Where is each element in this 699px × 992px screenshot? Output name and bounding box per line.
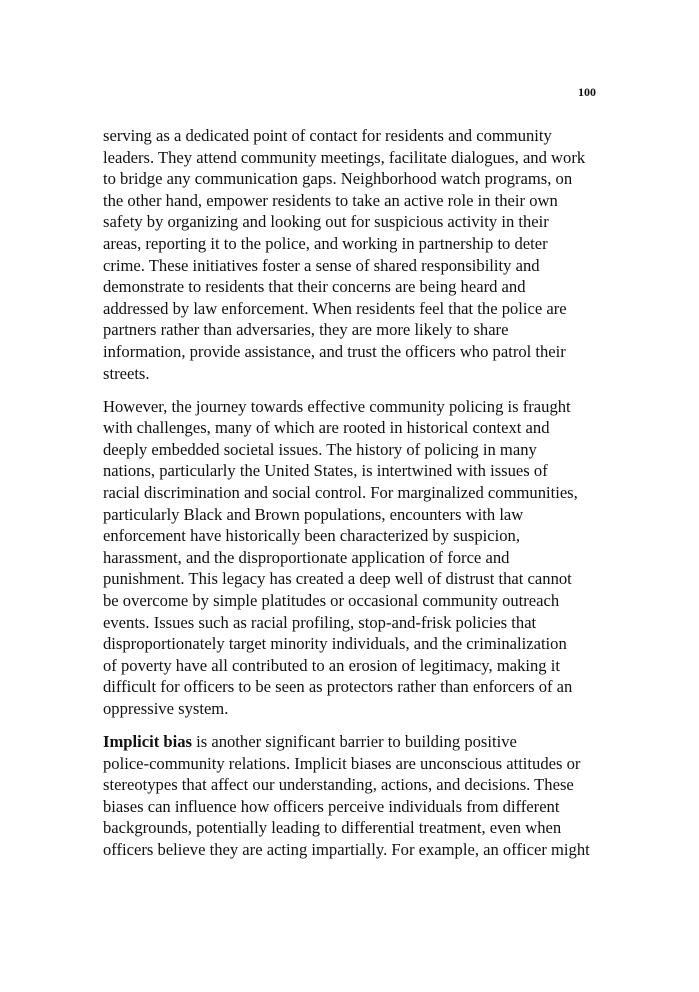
page-number: 100 [578, 85, 596, 99]
text-line: officers believe they are acting impartially. For example, an officer might [103, 840, 590, 859]
text-line: However, the journey towards effective community policing is fraught [103, 396, 571, 416]
text-line: disproportionately target minority individuals, and the criminalization [103, 634, 567, 654]
paragraph-3 [103, 731, 603, 861]
text-line: addressed by law enforcement. When residents feel that the police are [103, 298, 567, 318]
text-line: particularly Black and Brown populations, encounters with law [103, 504, 524, 524]
text-line: backgrounds, potentially leading to differential treatment, even when [103, 818, 562, 838]
text-line: oppressive system. [103, 698, 229, 718]
text-line: biases can influence how officers perceive individuals from different [103, 796, 560, 816]
text-line: to bridge any communication gaps. Neighborhood watch programs, on [103, 169, 573, 189]
text-line: racial discrimination and social control. For marginalized communities, [103, 483, 578, 502]
text-line: punishment. This legacy has created a deep well of distrust that cannot [103, 569, 572, 589]
text-line: of poverty have all contributed to an erosion of legitimacy, making it [103, 655, 560, 675]
text-line: difficult for officers to be seen as protectors rather than enforcers of an [103, 677, 573, 697]
text-line: police-community relations. Implicit biases are unconscious attitudes or [103, 753, 581, 773]
text-line: streets. [103, 363, 150, 383]
text-line: be overcome by simple platitudes or occasional community outreach [103, 590, 560, 610]
text-line: stereotypes that affect our understanding, actions, and decisions. These [103, 775, 574, 795]
text-line: nations, particularly the United States, is intertwined with issues of [103, 461, 548, 481]
paragraph-2 [103, 396, 603, 720]
text-line: enforcement have historically been characterized by suspicion, [103, 526, 520, 546]
text-line: leaders. They attend community meetings, facilitate dialogues, and work [103, 147, 586, 167]
text-line: harassment, and the disproportionate application of force and [103, 547, 510, 567]
text-line: with challenges, many of which are rooted in historical context and [103, 418, 550, 438]
text-line: deeply embedded societal issues. The history of policing in many [103, 439, 537, 459]
text-span: is another significant barrier to building positive [191, 732, 517, 752]
text-line: events. Issues such as racial profiling, stop-and-frisk policies that [103, 612, 537, 632]
text-line [103, 731, 603, 753]
paragraph-1 [103, 125, 603, 384]
text-line: the other hand, empower residents to take an active role in their own [103, 190, 558, 210]
text-line: demonstrate to residents that their concerns are being heard and [103, 277, 526, 297]
text-line: serving as a dedicated point of contact for residents and community [103, 126, 552, 145]
text-line: partners rather than adversaries, they are more likely to share [103, 320, 509, 340]
text-line: information, provide assistance, and trust the officers who patrol their [103, 341, 566, 361]
bold-term: Implicit bias [103, 732, 192, 752]
document-body [103, 125, 603, 872]
text-line: safety by organizing and looking out for suspicious activity in their [103, 212, 549, 232]
text-line: areas, reporting it to the police, and working in partnership to deter [103, 233, 548, 253]
text-line: crime. These initiatives foster a sense of shared responsibility and [103, 255, 540, 275]
